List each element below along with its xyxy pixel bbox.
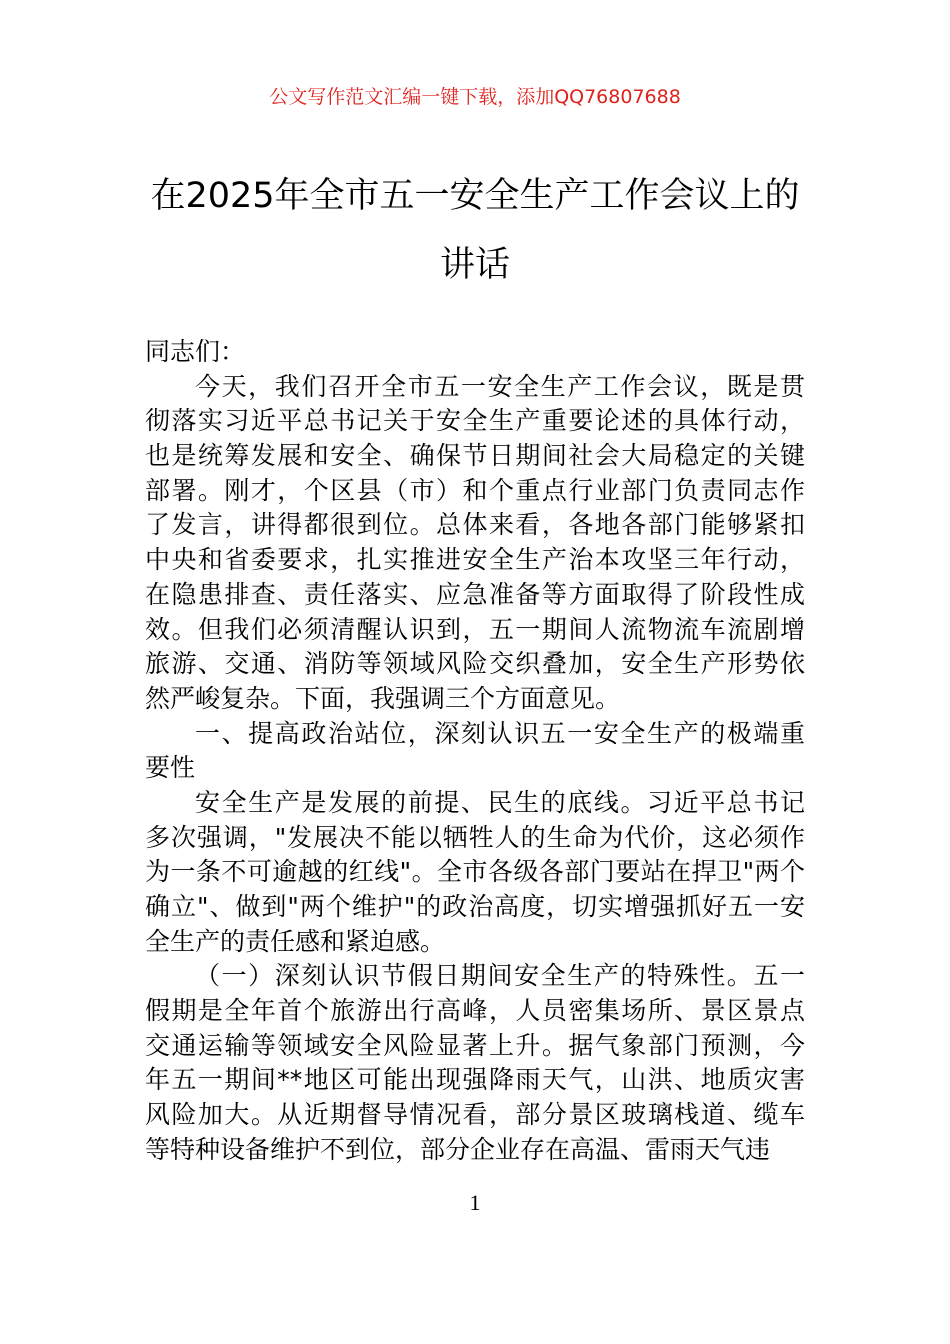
text-line: 风险加大。从近期督导情况看，部分景区玻璃栈道、缆车	[145, 1100, 805, 1130]
text-line: 然严峻复杂。下面，我强调三个方面意见。	[145, 683, 621, 713]
text-line: 效。但我们必须清醒认识到，五一期间人流物流车流剧增	[145, 614, 805, 644]
page-number: 1	[469, 1190, 481, 1215]
text-line: 部署。刚才，个区县（市）和个重点行业部门负责同志作	[145, 475, 805, 505]
text-line: 同志们：	[145, 337, 246, 366]
text-line: 一、提高政治站位，深刻认识五一安全生产的极端重	[195, 718, 805, 748]
text-line: 旅游、交通、消防等领域风险交织叠加，安全生产形势依	[145, 649, 805, 679]
text-line: 要性	[145, 753, 196, 783]
text-line: 中央和省委要求，扎实推进安全生产治本攻坚三年行动，	[145, 545, 805, 575]
document-title-line1: 在2025年全市五一安全生产工作会议上的	[150, 176, 800, 216]
text-line: （一）深刻认识节假日期间安全生产的特殊性。五一	[195, 961, 805, 991]
paragraph	[145, 786, 805, 959]
paragraph	[145, 717, 805, 786]
text-line: 在隐患排查、责任落实、应急准备等方面取得了阶段性成	[145, 579, 805, 609]
text-line: 假期是全年首个旅游出行高峰，人员密集场所、景区景点	[145, 996, 805, 1026]
text-line: 安全生产是发展的前提、民生的底线。习近平总书记	[195, 787, 805, 817]
text-line: 全生产的责任感和紧迫感。	[145, 926, 446, 956]
text-line: 交通运输等领域安全风险显著上升。据气象部门预测，今	[145, 1030, 805, 1060]
text-line: 今天，我们召开全市五一安全生产工作会议，既是贯	[195, 371, 805, 401]
document-body	[145, 335, 805, 1168]
paragraph	[145, 335, 805, 370]
text-line: 等特种设备维护不到位，部分企业存在高温、雷雨天气违	[145, 1134, 771, 1164]
document-title-line2: 讲话	[439, 245, 510, 285]
text-line: 彻落实习近平总书记关于安全生产重要论述的具体行动，	[145, 406, 805, 436]
text-line: 了发言，讲得都很到位。总体来看，各地各部门能够紧扣	[145, 510, 805, 540]
paragraph	[145, 959, 805, 1167]
text-line: 年五一期间**地区可能出现强降雨天气，山洪、地质灾害	[145, 1065, 805, 1095]
text-line: 确立"、做到"两个维护"的政治高度，切实增强抓好五一安	[145, 892, 805, 921]
text-line: 为一条不可逾越的红线"。全市各级各部门要站在捍卫"两个	[145, 857, 805, 887]
paragraph	[145, 370, 805, 717]
text-line: 多次强调，"发展决不能以牺牲人的生命为代价，这必须作	[145, 822, 805, 852]
text-line: 也是统筹发展和安全、确保节日期间社会大局稳定的关键	[145, 441, 805, 471]
download-banner: 公文写作范文汇编一键下载，添加QQ76807688	[269, 86, 681, 108]
